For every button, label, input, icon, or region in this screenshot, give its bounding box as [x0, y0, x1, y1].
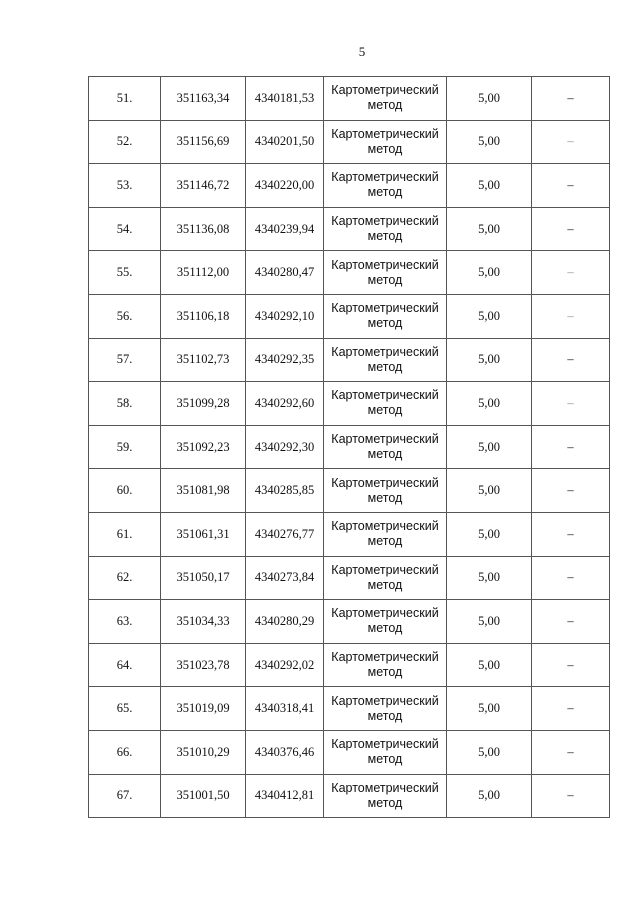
y-coordinate-cell: 4340285,85: [246, 469, 324, 513]
x-coordinate-cell: 351099,28: [161, 382, 246, 426]
x-coordinate-cell: 351081,98: [161, 469, 246, 513]
x-coordinate-cell: 351023,78: [161, 643, 246, 687]
point-number-cell: 58.: [89, 382, 161, 426]
page-number: 5: [358, 44, 366, 59]
method-cell: [324, 294, 447, 338]
method-cell: [324, 774, 447, 818]
description-cell: –: [532, 338, 610, 382]
accuracy-cell: 5,00: [447, 469, 532, 513]
description-cell: –: [532, 77, 610, 121]
point-number-cell: 61.: [89, 512, 161, 556]
accuracy-cell: 5,00: [447, 251, 532, 295]
accuracy-cell: 5,00: [447, 512, 532, 556]
method-cell: [324, 730, 447, 774]
y-coordinate-cell: 4340318,41: [246, 687, 324, 731]
method-text: Картометрический метод: [331, 780, 439, 810]
method-text: Картометрический метод: [331, 562, 439, 592]
method-cell: [324, 643, 447, 687]
x-coordinate-cell: 351136,08: [161, 207, 246, 251]
description-cell: –: [532, 600, 610, 644]
coordinates-table: [88, 76, 610, 818]
accuracy-cell: 5,00: [447, 120, 532, 164]
method-cell: [324, 77, 447, 121]
accuracy-cell: 5,00: [447, 687, 532, 731]
y-coordinate-cell: 4340292,35: [246, 338, 324, 382]
method-cell: [324, 469, 447, 513]
description-cell: –: [532, 207, 610, 251]
accuracy-cell: 5,00: [447, 774, 532, 818]
table-row: [89, 643, 610, 687]
table-row: [89, 164, 610, 208]
y-coordinate-cell: 4340292,02: [246, 643, 324, 687]
method-text: Картометрический метод: [331, 388, 439, 418]
method-text: Картометрический метод: [331, 344, 439, 374]
description-cell: –: [532, 164, 610, 208]
point-number-cell: 66.: [89, 730, 161, 774]
description-cell: –: [532, 425, 610, 469]
description-cell: –: [532, 643, 610, 687]
x-coordinate-cell: 351102,73: [161, 338, 246, 382]
x-coordinate-cell: 351034,33: [161, 600, 246, 644]
table-row: [89, 774, 610, 818]
point-number-cell: 60.: [89, 469, 161, 513]
point-number-cell: 59.: [89, 425, 161, 469]
point-number-cell: 67.: [89, 774, 161, 818]
y-coordinate-cell: 4340220,00: [246, 164, 324, 208]
x-coordinate-cell: 351050,17: [161, 556, 246, 600]
point-number-cell: 53.: [89, 164, 161, 208]
x-coordinate-cell: 351156,69: [161, 120, 246, 164]
y-coordinate-cell: 4340181,53: [246, 77, 324, 121]
y-coordinate-cell: 4340292,30: [246, 425, 324, 469]
point-number-cell: 65.: [89, 687, 161, 731]
y-coordinate-cell: 4340292,60: [246, 382, 324, 426]
x-coordinate-cell: 351061,31: [161, 512, 246, 556]
point-number-cell: 52.: [89, 120, 161, 164]
accuracy-cell: 5,00: [447, 556, 532, 600]
method-text: Картометрический метод: [331, 214, 439, 244]
accuracy-cell: 5,00: [447, 207, 532, 251]
point-number-cell: 63.: [89, 600, 161, 644]
y-coordinate-cell: 4340280,47: [246, 251, 324, 295]
point-number-cell: 56.: [89, 294, 161, 338]
method-cell: [324, 600, 447, 644]
point-number-cell: 57.: [89, 338, 161, 382]
table-row: [89, 730, 610, 774]
table-row: [89, 77, 610, 121]
description-cell: –: [532, 730, 610, 774]
x-coordinate-cell: 351112,00: [161, 251, 246, 295]
description-cell: –: [532, 294, 610, 338]
table-row: [89, 512, 610, 556]
method-text: Картометрический метод: [331, 606, 439, 636]
method-text: Картометрический метод: [331, 170, 439, 200]
description-cell: –: [532, 687, 610, 731]
method-cell: [324, 251, 447, 295]
method-text: Картометрический метод: [331, 257, 439, 287]
method-text: Картометрический метод: [331, 126, 439, 156]
accuracy-cell: 5,00: [447, 77, 532, 121]
table-row: [89, 294, 610, 338]
y-coordinate-cell: 4340280,29: [246, 600, 324, 644]
x-coordinate-cell: 351092,23: [161, 425, 246, 469]
method-text: Картометрический метод: [331, 519, 439, 549]
y-coordinate-cell: 4340412,81: [246, 774, 324, 818]
point-number-cell: 51.: [89, 77, 161, 121]
point-number-cell: 62.: [89, 556, 161, 600]
accuracy-cell: 5,00: [447, 382, 532, 426]
method-cell: [324, 338, 447, 382]
x-coordinate-cell: 351163,34: [161, 77, 246, 121]
method-text: Картометрический метод: [331, 301, 439, 331]
table-row: [89, 120, 610, 164]
y-coordinate-cell: 4340376,46: [246, 730, 324, 774]
accuracy-cell: 5,00: [447, 164, 532, 208]
table-row: [89, 556, 610, 600]
accuracy-cell: 5,00: [447, 425, 532, 469]
y-coordinate-cell: 4340292,10: [246, 294, 324, 338]
method-cell: [324, 512, 447, 556]
table-row: [89, 425, 610, 469]
point-number-cell: 55.: [89, 251, 161, 295]
method-cell: [324, 164, 447, 208]
method-cell: [324, 207, 447, 251]
accuracy-cell: 5,00: [447, 643, 532, 687]
description-cell: –: [532, 251, 610, 295]
y-coordinate-cell: 4340201,50: [246, 120, 324, 164]
table-row: [89, 207, 610, 251]
table-row: [89, 251, 610, 295]
x-coordinate-cell: 351010,29: [161, 730, 246, 774]
description-cell: –: [532, 382, 610, 426]
y-coordinate-cell: 4340239,94: [246, 207, 324, 251]
method-cell: [324, 120, 447, 164]
x-coordinate-cell: 351019,09: [161, 687, 246, 731]
table-row: [89, 338, 610, 382]
table-row: [89, 600, 610, 644]
accuracy-cell: 5,00: [447, 730, 532, 774]
coordinates-table-body: [89, 77, 610, 818]
method-text: Картометрический метод: [331, 475, 439, 505]
method-text: Картометрический метод: [331, 83, 439, 113]
y-coordinate-cell: 4340273,84: [246, 556, 324, 600]
description-cell: –: [532, 556, 610, 600]
accuracy-cell: 5,00: [447, 338, 532, 382]
accuracy-cell: 5,00: [447, 294, 532, 338]
method-text: Картометрический метод: [331, 432, 439, 462]
description-cell: –: [532, 512, 610, 556]
x-coordinate-cell: 351001,50: [161, 774, 246, 818]
accuracy-cell: 5,00: [447, 600, 532, 644]
method-text: Картометрический метод: [331, 693, 439, 723]
table-row: [89, 382, 610, 426]
x-coordinate-cell: 351106,18: [161, 294, 246, 338]
method-text: Картометрический метод: [331, 650, 439, 680]
table-row: [89, 469, 610, 513]
y-coordinate-cell: 4340276,77: [246, 512, 324, 556]
method-cell: [324, 556, 447, 600]
method-cell: [324, 425, 447, 469]
method-text: Картометрический метод: [331, 737, 439, 767]
point-number-cell: 64.: [89, 643, 161, 687]
x-coordinate-cell: 351146,72: [161, 164, 246, 208]
table-row: [89, 687, 610, 731]
description-cell: –: [532, 774, 610, 818]
description-cell: –: [532, 469, 610, 513]
point-number-cell: 54.: [89, 207, 161, 251]
method-cell: [324, 382, 447, 426]
method-cell: [324, 687, 447, 731]
description-cell: –: [532, 120, 610, 164]
